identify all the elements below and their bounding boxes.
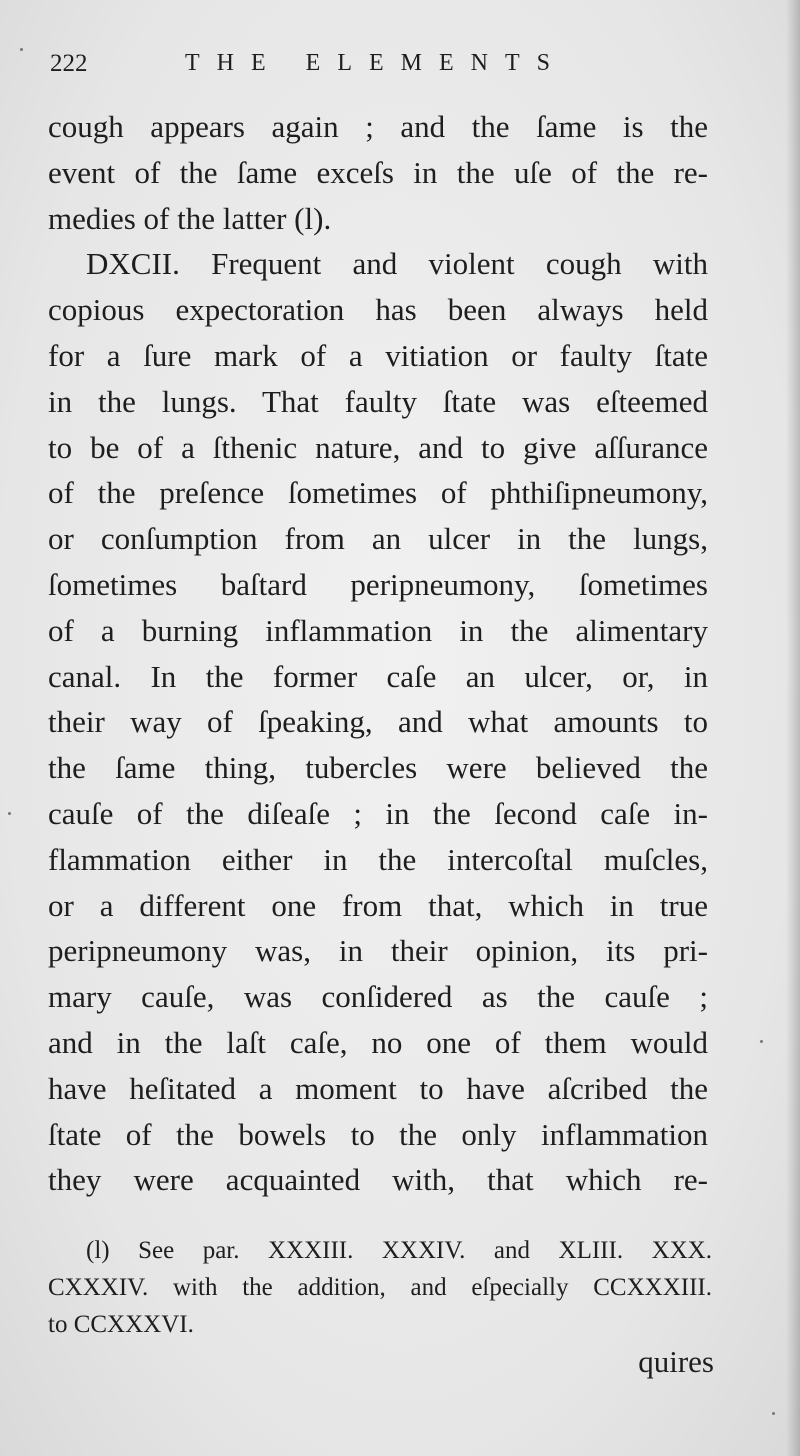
text-line: of the preſence ſometimes of phthiſipneumony, [48, 475, 708, 511]
ink-speck [8, 812, 11, 815]
footnote-line: to CCXXXVI. [48, 1311, 194, 1338]
text-line: flammation either in the intercoſtal muſcles, [48, 841, 708, 877]
text-line: for a ſure mark of a vitiation or faulty ſtate [48, 337, 708, 373]
paragraph-start-line: DXCII. Frequent and violent cough with [86, 246, 708, 282]
text-line: cauſe of the diſeaſe ; in the ſecond caſe in- [48, 795, 708, 831]
text-line: copious expectoration has been always held [48, 292, 708, 328]
text-line: event of the ſame exceſs in the uſe of the re- [48, 154, 708, 190]
page-number: 222 [50, 50, 88, 77]
text-line: mary cauſe, was conſidered as the cauſe ; [48, 979, 708, 1015]
ink-speck [760, 1040, 763, 1043]
text-line: they were acquainted with, that which re- [48, 1162, 708, 1198]
text-line: in the lungs. That faulty ſtate was eſteemed [48, 383, 708, 419]
ink-speck [772, 1412, 775, 1415]
running-head: THE ELEMENTS [185, 50, 567, 76]
page-header [50, 46, 750, 86]
catchword: quires [638, 1344, 714, 1379]
text-line: and in the laſt caſe, no one of them would [48, 1024, 708, 1060]
text-line: have heſitated a moment to have aſcribed the [48, 1070, 708, 1106]
page-edge-shadow [786, 0, 800, 1456]
ink-speck [20, 48, 23, 51]
text-line: the ſame thing, tubercles were believed the [48, 750, 708, 786]
body-text [48, 104, 708, 1203]
text-line: ſtate of the bowels to the only inflammation [48, 1116, 708, 1152]
text-line: peripneumony was, in their opinion, its pri- [48, 933, 708, 969]
text-line: or conſumption from an ulcer in the lungs, [48, 521, 708, 557]
text-line: their way of ſpeaking, and what amounts to [48, 704, 708, 740]
text-line: cough appears again ; and the ſame is the [48, 109, 708, 144]
footnote-line: (l) See par. XXXIII. XXXIV. and XLIII. XXX. [86, 1237, 712, 1264]
footnotes [48, 1232, 712, 1343]
text-line: of a burning inflammation in the alimentary [48, 612, 708, 648]
text-line: to be of a ſthenic nature, and to give aſſurance [48, 429, 708, 465]
text-line: ſometimes baſtard peripneumony, ſometimes [48, 566, 708, 602]
footnote-line: CXXXIV. with the addition, and eſpecially CCXXXIII. [48, 1274, 712, 1301]
text-line: or a different one from that, which in true [48, 887, 708, 923]
text-line: canal. In the former caſe an ulcer, or, in [48, 658, 708, 694]
text-line: medies of the latter (l). [48, 200, 332, 236]
